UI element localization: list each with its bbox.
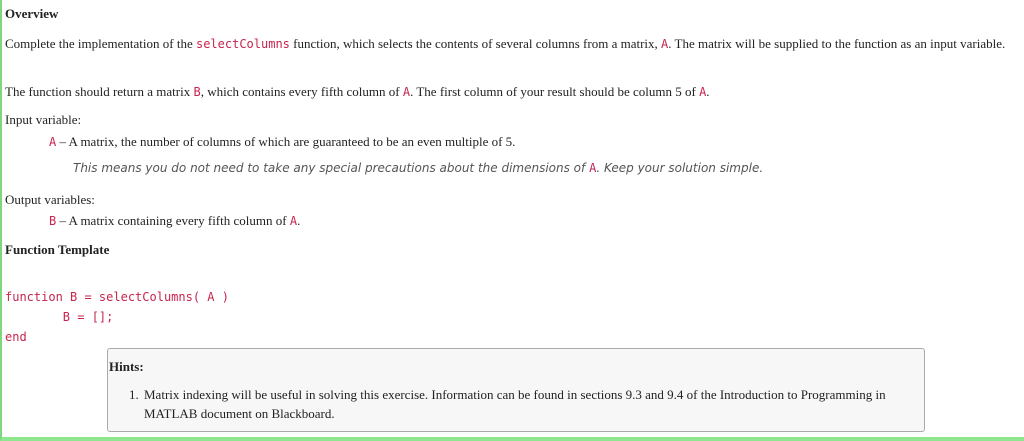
hint-list-item [129,385,919,423]
output-variables-label: Output variables: [5,192,95,207]
code-line-3: end [5,330,27,344]
hints-title: Hints: [109,359,144,374]
hint-number: 1. [129,387,139,402]
output-variable-item: B – A matrix containing every fifth column of A. [49,213,301,228]
input-variable-label: Input variable: [5,112,82,127]
input-variable-note: This means you do not need to take any special precautions about the dimensions of A. Keep your solution simple. [73,161,764,175]
code-line-2: B = []; [5,310,114,324]
function-template-heading: Function Template [5,242,110,257]
overview-paragraph-2: The function should return a matrix B, which contains every fifth column of A. The first column of your result should be column 5 of A. [5,84,710,99]
function-name-code: selectColumns [195,37,290,51]
hints-box [107,348,925,432]
hint-text: Matrix indexing will be useful in solving this exercise. Information can be found in sections 9.3 and 9.4 of the Introduction to Programming in MATLAB document on Blackboard. [144,387,886,421]
overview-paragraph-1: Complete the implementation of the selectColumns function, which selects the contents of several columns from a matrix, A. The matrix will be supplied to the function as an input variable. [5,36,1006,51]
code-line-1: function B = selectColumns( A ) [5,290,229,304]
overview-heading: Overview [5,6,59,21]
input-variable-item: A – A matrix, the number of columns of which are guaranteed to be an even multiple of 5. [49,134,516,149]
